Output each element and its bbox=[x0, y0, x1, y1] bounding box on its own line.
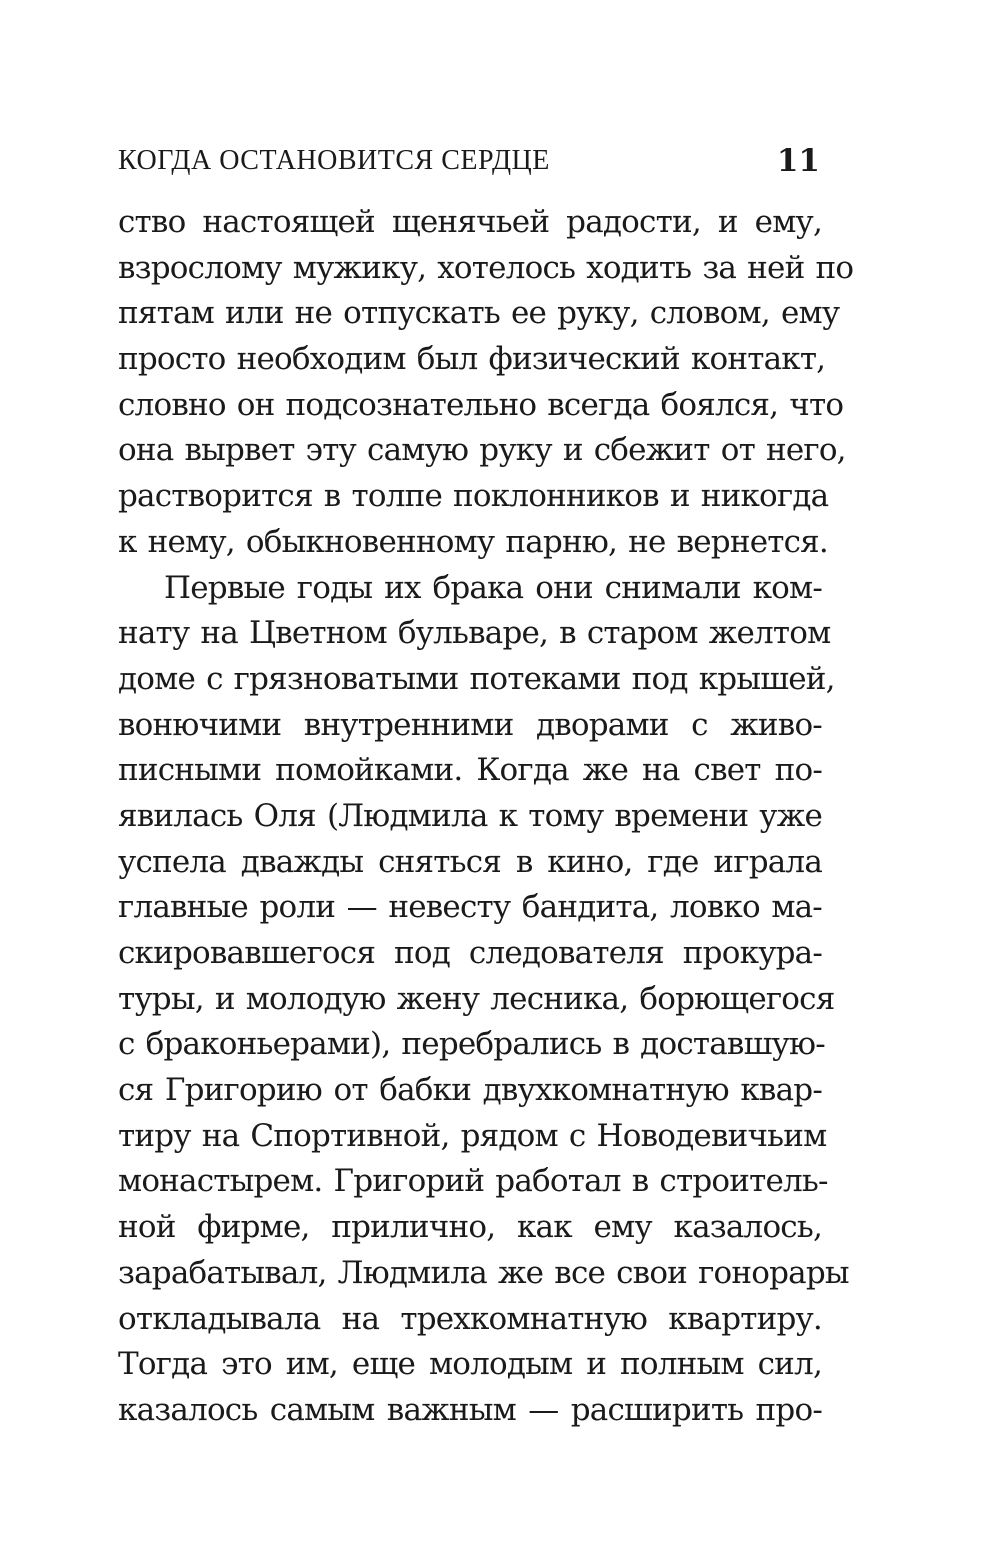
text-line: Первые годы их брака они снимали ком- bbox=[164, 569, 822, 606]
text-line: откладывала на трехкомнатную квартиру. bbox=[118, 1300, 822, 1337]
text-line: она вырвет эту самую руку и сбежит от него, bbox=[118, 432, 846, 469]
page-number: 11 bbox=[776, 143, 820, 179]
text-line: Тогда это им, еще молодым и полным сил, bbox=[118, 1346, 822, 1383]
body-text bbox=[118, 200, 854, 1434]
text-line: словно он подсознательно всегда боялся, что bbox=[118, 386, 844, 423]
text-line: просто необходим был физический контакт, bbox=[118, 341, 826, 378]
text-line: туры, и молодую жену лесника, борющегося bbox=[118, 980, 835, 1017]
text-line: ной фирме, прилично, как ему казалось, bbox=[118, 1209, 822, 1246]
text-line: явилась Оля (Людмила к тому времени уже bbox=[118, 797, 822, 834]
text-line: с браконьерами), перебрались в доставшую- bbox=[118, 1026, 825, 1063]
text-line: монастырем. Григорий работал в строитель- bbox=[118, 1163, 828, 1200]
text-line: доме с грязноватыми потеками под крышей, bbox=[118, 660, 835, 697]
text-line: нату на Цветном бульваре, в старом желтом bbox=[118, 615, 831, 652]
text-line: казалось самым важным — расширить про- bbox=[118, 1391, 822, 1428]
text-line: ство настоящей щенячьей радости, и ему, bbox=[118, 204, 822, 240]
text-line: тиру на Спортивной, рядом с Новодевичьим bbox=[118, 1117, 827, 1154]
text-line: пятам или не отпускать ее руку, словом, ему bbox=[118, 295, 840, 332]
text-line: главные роли — невесту бандита, ловко ма- bbox=[118, 889, 822, 926]
text-line: успела дважды сняться в кино, где играла bbox=[118, 843, 822, 880]
text-line: вонючими внутренними дворами с живо- bbox=[118, 706, 822, 743]
text-line: зарабатывал, Людмила же все свои гонорары bbox=[118, 1254, 849, 1291]
text-line: растворится в толпе поклонников и никогда bbox=[118, 478, 829, 515]
text-line: взрослому мужику, хотелось ходить за ней по bbox=[118, 249, 854, 286]
running-title: КОГДА ОСТАНОВИТСЯ СЕРДЦЕ bbox=[118, 145, 550, 176]
text-line: ся Григорию от бабки двухкомнатную квар- bbox=[118, 1072, 822, 1109]
text-line: писными помойками. Когда же на свет по- bbox=[118, 752, 822, 789]
text-line: к нему, обыкновенному парню, не вернется. bbox=[118, 523, 828, 560]
text-line: скировавшегося под следователя прокура- bbox=[118, 935, 822, 971]
